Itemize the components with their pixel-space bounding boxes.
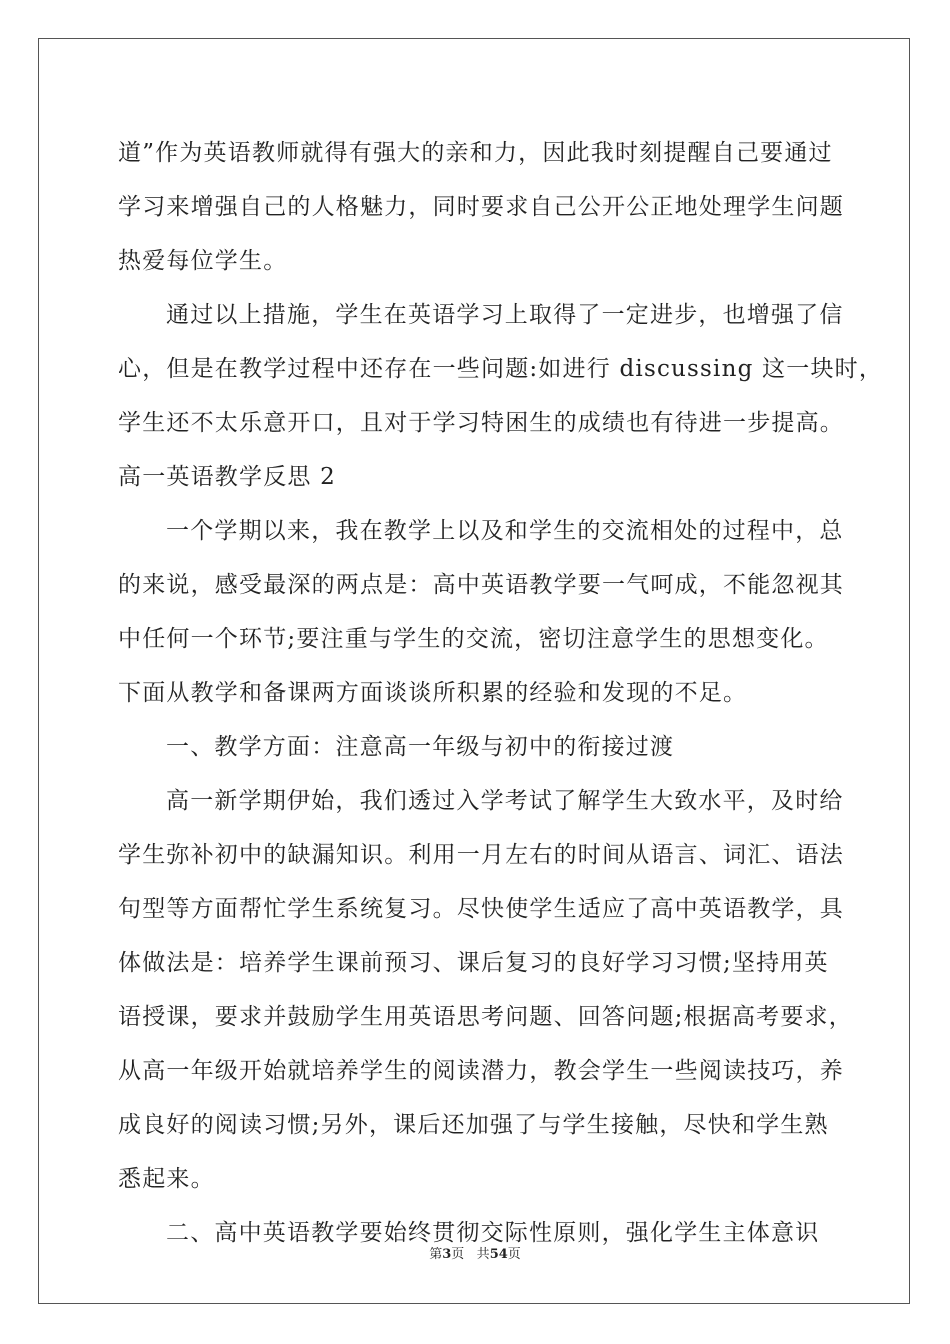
text-line: 从高一年级开始就培养学生的阅读潜力，教会学生一些阅读技巧，养: [118, 1058, 844, 1084]
text-line: 高一新学期伊始，我们透过入学考试了解学生大致水平，及时给: [166, 788, 844, 814]
text-line: 悉起来。: [118, 1166, 215, 1192]
footer-total-suffix: 页: [507, 1247, 521, 1262]
subheading: 一、教学方面：注意高一年级与初中的衔接过渡: [166, 734, 675, 760]
footer-prefix: 第: [429, 1247, 443, 1262]
text-line: 中任何一个环节;要注重与学生的交流，密切注意学生的思想变化。: [118, 626, 829, 652]
page-footer: [0, 1243, 950, 1262]
total-pages: 54: [489, 1247, 508, 1262]
text-line: 体做法是：培养学生课前预习、课后复习的良好学习习惯;坚持用英: [118, 950, 829, 976]
text-line: 热爱每位学生。: [118, 248, 288, 274]
subheading: 二、高中英语教学要始终贯彻交际性原则，强化学生主体意识: [166, 1220, 820, 1246]
page-number: 3: [442, 1247, 452, 1262]
text-line: 语授课，要求并鼓励学生用英语思考问题、回答问题;根据高考要求，: [118, 1004, 853, 1030]
text-line: 道”作为英语教师就得有强大的亲和力，因此我时刻提醒自己要通过: [118, 140, 833, 166]
footer-total-prefix: 共: [476, 1247, 490, 1262]
text-line: 学生弥补初中的缺漏知识。利用一月左右的时间从语言、词汇、语法: [118, 842, 844, 868]
footer-page-suffix: 页: [451, 1247, 465, 1262]
text-line: 学生还不太乐意开口，且对于学习特困生的成绩也有待进一步提高。: [118, 410, 844, 436]
text-line: 学习来增强自己的人格魅力，同时要求自己公开公正地处理学生问题: [118, 194, 844, 220]
text-line: 通过以上措施，学生在英语学习上取得了一定进步，也增强了信: [166, 302, 844, 328]
text-line: 成良好的阅读习惯;另外，课后还加强了与学生接触，尽快和学生熟: [118, 1112, 829, 1138]
section-heading: 高一英语教学反思 2: [118, 464, 336, 490]
text-line: 句型等方面帮忙学生系统复习。尽快使学生适应了高中英语教学，具: [118, 896, 844, 922]
document-body: [118, 126, 884, 1260]
text-line: 下面从教学和备课两方面谈谈所积累的经验和发现的不足。: [118, 680, 748, 706]
text-line: 心，但是在教学过程中还存在一些问题:如进行 discussing 这一块时，: [118, 356, 884, 382]
text-line: 的来说，感受最深的两点是：高中英语教学要一气呵成，不能忽视其: [118, 572, 844, 598]
text-line: 一个学期以来，我在教学上以及和学生的交流相处的过程中，总: [166, 518, 844, 544]
